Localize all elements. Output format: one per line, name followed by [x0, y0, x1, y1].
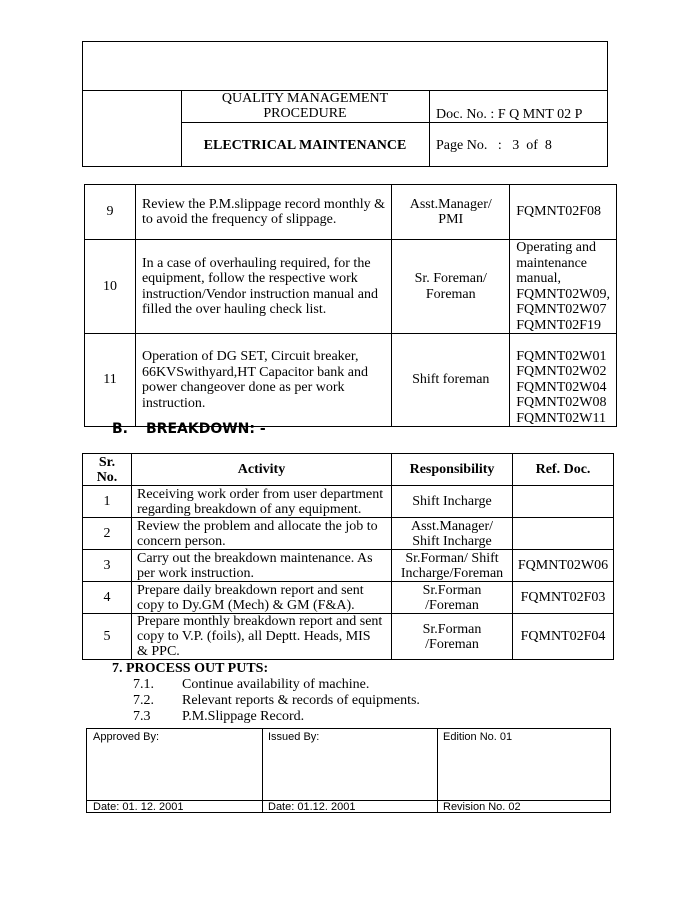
- breakdown-row: [83, 550, 614, 582]
- cell-line: FQMNT02W11: [516, 410, 606, 426]
- col-responsibility: Responsibility: [392, 454, 513, 486]
- row-number: 3: [83, 550, 132, 582]
- output-number: 7.2.: [133, 693, 154, 708]
- issued-date: Date: 01.12. 2001: [268, 801, 356, 813]
- row-ref-doc: FQMNT02F03: [513, 582, 614, 614]
- cell-line: Sr.Forman/ Shift: [405, 550, 499, 566]
- issued-by-label: Issued By:: [268, 731, 320, 743]
- cell-line: & PPC.: [137, 644, 180, 659]
- cell-line: Sr.Forman: [422, 582, 482, 598]
- col-sr-line: Sr.: [98, 454, 116, 470]
- row-responsibility: [392, 518, 513, 550]
- section-number: B.: [112, 421, 128, 437]
- row-responsibility: [392, 185, 510, 240]
- row-responsibility: [392, 486, 513, 518]
- cell-line: instruction/Vendor instruction manual and: [141, 286, 378, 302]
- cell-line: Asst.Manager/: [410, 518, 494, 534]
- cell-line: FQMNT02W09,: [516, 286, 610, 302]
- col-sr-no: [83, 454, 132, 486]
- col-ref-doc: Ref. Doc.: [513, 454, 614, 486]
- cell-line: In a case of overhauling required, for the: [141, 255, 371, 271]
- row-number: 10: [85, 240, 136, 334]
- activity-row: [85, 334, 617, 427]
- cell-line: Receiving work order from user department: [137, 486, 384, 502]
- cell-line: Incharge/Foreman: [400, 565, 504, 581]
- cell-line: FQMNT02W08: [516, 395, 607, 410]
- qm-line-1: QUALITY MANAGEMENT: [221, 91, 389, 106]
- row-number: 2: [83, 518, 132, 550]
- breakdown-table: [82, 453, 614, 660]
- revision-number: Revision No. 02: [443, 801, 521, 813]
- row-number: 4: [83, 582, 132, 614]
- output-number: 7.3: [133, 709, 151, 724]
- activity-row: [85, 240, 617, 334]
- row-activity: [135, 185, 391, 240]
- row-responsibility: [392, 240, 510, 334]
- header-divider: [429, 90, 430, 166]
- row-ref-doc: FQMNT02W06: [513, 550, 614, 582]
- cell-line: Shift foreman: [412, 372, 490, 388]
- activity-table: [84, 184, 617, 427]
- cell-line: PMI: [438, 212, 464, 227]
- activity-row: [85, 185, 617, 240]
- row-activity: [132, 486, 392, 518]
- cell-line: Sr. Foreman/: [414, 271, 487, 286]
- cell-line: /Foreman: [425, 636, 479, 652]
- cell-line: regarding breakdown of any equipment.: [137, 501, 362, 517]
- process-outputs: [112, 661, 420, 725]
- row-number: 5: [83, 614, 132, 660]
- breakdown-row: [83, 486, 614, 518]
- approved-by-label: Approved By:: [93, 731, 160, 743]
- row-number: 11: [85, 334, 136, 427]
- cell-line: FQMNT02W04: [516, 379, 607, 395]
- cell-line: instruction.: [141, 395, 206, 411]
- cell-line: FQMNT02W01: [516, 348, 607, 364]
- row-responsibility: [392, 582, 513, 614]
- cell-line: maintenance: [516, 255, 588, 271]
- cell-line: Prepare daily breakdown report and sent: [137, 582, 364, 598]
- cell-line: Sr.Forman: [422, 621, 482, 637]
- output-item: [112, 709, 305, 725]
- output-item: [112, 677, 370, 693]
- breakdown-row: [83, 614, 614, 660]
- header-blank-band: [83, 42, 607, 91]
- approved-date: Date: 01. 12. 2001: [93, 801, 184, 813]
- row-ref-doc: [510, 185, 617, 240]
- edition-number: Edition No. 01: [443, 731, 513, 743]
- cell-line: FQMNT02F19: [516, 317, 602, 333]
- cell-line: Operating and: [516, 240, 596, 255]
- row-ref-doc: [513, 486, 614, 518]
- section-b-heading: [112, 421, 266, 437]
- row-responsibility: [392, 614, 513, 660]
- cell-line: concern person.: [137, 533, 226, 549]
- document-title: ELECTRICAL MAINTENANCE: [203, 138, 407, 153]
- cell-line: copy to Dy.GM (Mech) & GM (F&A).: [137, 597, 355, 613]
- row-ref-doc: [510, 334, 617, 427]
- row-activity: [135, 334, 391, 427]
- doc-number: Doc. No. : F Q MNT 02 P: [436, 107, 583, 122]
- cell-line: 66KVSwithyard,HT Capacitor bank and: [141, 364, 368, 380]
- cell-line: Review the P.M.slippage record monthly &: [141, 196, 385, 212]
- breakdown-row: [83, 582, 614, 614]
- page-number: [436, 138, 552, 153]
- cell-line: Carry out the breakdown maintenance. As: [137, 550, 373, 566]
- row-ref-doc: [510, 240, 617, 334]
- row-activity: [135, 240, 391, 334]
- breakdown-row: [83, 518, 614, 550]
- output-item: [112, 693, 420, 709]
- cell-line: copy to V.P. (foils), all Deptt. Heads, MIS: [137, 629, 371, 644]
- cell-line: per work instruction.: [137, 565, 255, 581]
- cell-line: Asst.Manager/: [409, 196, 492, 212]
- cell-line: Shift Incharge: [412, 494, 492, 509]
- output-text: Relevant reports & records of equipments.: [182, 693, 420, 708]
- cell-line: manual,: [516, 271, 561, 286]
- row-activity: [132, 582, 392, 614]
- output-text: P.M.Slippage Record.: [182, 709, 305, 724]
- header-divider: [181, 122, 607, 123]
- cell-line: FQMNT02W02: [516, 364, 607, 379]
- cell-line: equipment, follow the respective work: [141, 271, 358, 286]
- cell-line: power changeover done as per work: [141, 380, 345, 395]
- cell-line: filled the over hauling check list.: [141, 302, 327, 317]
- cell-line: /Foreman: [425, 597, 479, 613]
- cell-line: Review the problem and allocate the job to: [137, 518, 378, 534]
- row-ref-doc: [513, 518, 614, 550]
- breakdown-header-row: [83, 454, 614, 486]
- row-responsibility: [392, 550, 513, 582]
- process-outputs-heading: 7. PROCESS OUT PUTS:: [112, 661, 269, 676]
- cell-line: Foreman: [425, 286, 476, 302]
- page-value: 3 of 8: [512, 138, 552, 153]
- row-activity: [132, 614, 392, 660]
- row-number: 1: [83, 486, 132, 518]
- cell-line: Prepare monthly breakdown report and sent: [137, 614, 383, 629]
- qm-procedure-label: [181, 91, 429, 121]
- cell-line: to avoid the frequency of slippage.: [141, 212, 337, 227]
- row-activity: [132, 550, 392, 582]
- section-title: BREAKDOWN: -: [146, 421, 266, 437]
- row-responsibility: [392, 334, 510, 427]
- col-activity: Activity: [132, 454, 392, 486]
- row-activity: [132, 518, 392, 550]
- output-number: 7.1.: [133, 677, 154, 692]
- row-ref-doc: FQMNT02F04: [513, 614, 614, 660]
- document-header: [82, 41, 608, 167]
- output-text: Continue availability of machine.: [182, 677, 370, 692]
- cell-line: Operation of DG SET, Circuit breaker,: [141, 349, 359, 364]
- row-number: 9: [85, 185, 136, 240]
- cell-line: FQMNT02W07: [516, 302, 607, 317]
- qm-line-2: PROCEDURE: [263, 106, 347, 121]
- approval-block: [86, 728, 611, 813]
- cell-line: Shift Incharge: [412, 533, 492, 549]
- col-sr-line: No.: [96, 469, 118, 485]
- cell-line: FQMNT02F08: [516, 204, 602, 220]
- page-label: Page No. :: [436, 138, 502, 153]
